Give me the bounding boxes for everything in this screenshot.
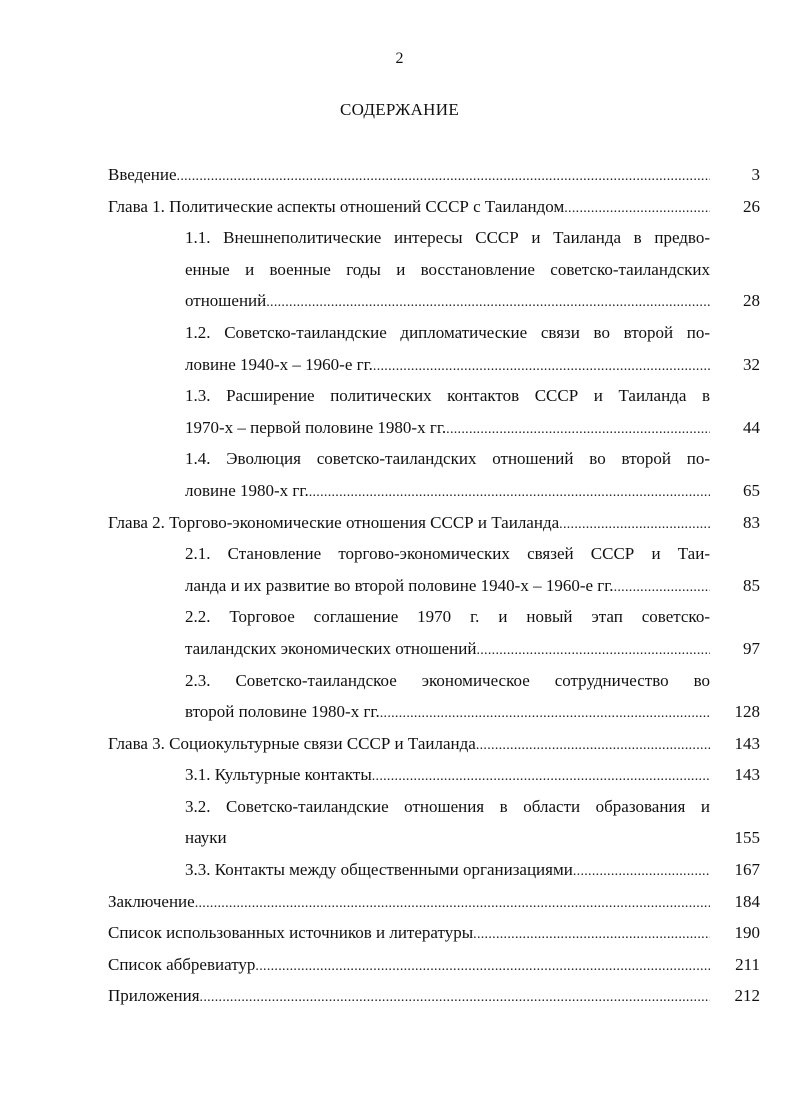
toc-page: 83 xyxy=(743,512,760,532)
toc-entry-conclusion[interactable] xyxy=(108,886,760,918)
toc-entry-section-1-1[interactable] xyxy=(108,222,760,317)
toc-label-line: второй половине 1980-х гг. xyxy=(185,702,380,722)
toc-label: 3.3. Контакты между общественными организациями xyxy=(185,860,573,880)
dot-leader xyxy=(446,412,710,446)
toc-entry-appendix[interactable] xyxy=(108,980,760,1012)
toc-label-line: таиландских экономических отношений xyxy=(185,638,477,658)
toc-label-line: ланда и их развитие во второй половине 1940-х – 1960-е гг. xyxy=(185,575,614,595)
toc-label-line: 2.3. Советско-таиландское экономическое сотрудничество во xyxy=(185,670,710,690)
dot-leader xyxy=(573,854,710,888)
toc-label: Глава 1. Политические аспекты отношений СССР с Таиландом xyxy=(108,196,565,216)
toc-label-line: ловине 1940-х – 1960-е гг. xyxy=(185,354,373,374)
toc-page: 143 xyxy=(734,733,760,753)
toc-page: 155 xyxy=(734,828,760,848)
dot-leader xyxy=(255,949,710,983)
toc-page: 32 xyxy=(743,354,760,374)
table-of-contents xyxy=(108,159,760,1012)
dot-leader xyxy=(473,917,710,951)
toc-entry-sources[interactable] xyxy=(108,917,760,949)
toc-label-line: 2.1. Становление торгово-экономических связей СССР и Таи- xyxy=(185,544,710,564)
toc-page: 184 xyxy=(734,891,760,911)
toc-page: 97 xyxy=(743,638,760,658)
toc-page: 143 xyxy=(734,765,760,785)
dot-leader xyxy=(177,159,710,193)
toc-label: Список аббревиатур xyxy=(108,954,256,974)
toc-entry-section-2-3[interactable] xyxy=(108,665,760,728)
page-number: 2 xyxy=(395,50,404,67)
dot-leader xyxy=(564,191,710,225)
toc-label-line: 1.2. Советско-таиландские дипломатические связи во второй по- xyxy=(185,322,710,342)
dot-leader xyxy=(372,759,710,793)
toc-page: 211 xyxy=(735,954,760,974)
toc-page: 26 xyxy=(743,196,760,216)
toc-label-line: 1.4. Эволюция советско-таиландских отношений во второй по- xyxy=(185,449,710,469)
dot-leader xyxy=(476,728,710,762)
dot-leader xyxy=(266,285,710,319)
toc-page: 190 xyxy=(734,923,760,943)
dot-leader xyxy=(195,886,710,920)
toc-page: 85 xyxy=(743,575,760,595)
dot-leader xyxy=(614,570,710,604)
toc-entry-section-1-2[interactable] xyxy=(108,317,760,380)
toc-page: 212 xyxy=(734,986,760,1006)
toc-entry-chapter-2[interactable] xyxy=(108,507,760,539)
toc-label-line: 3.2. Советско-таиландские отношения в области образования и xyxy=(185,796,710,816)
toc-label: Заключение xyxy=(108,891,195,911)
toc-entry-section-3-3[interactable] xyxy=(108,854,760,886)
toc-entry-intro[interactable] xyxy=(108,159,760,191)
toc-entry-section-2-1[interactable] xyxy=(108,538,760,601)
toc-label-line: 1.1. Внешнеполитические интересы СССР и Таиланда в предво- xyxy=(185,228,710,248)
toc-label: Введение xyxy=(108,165,177,184)
toc-page: 3 xyxy=(751,165,760,184)
toc-entry-abbreviations[interactable] xyxy=(108,949,760,981)
toc-label-line: 1.3. Расширение политических контактов СССР и Таиланда в xyxy=(185,386,710,406)
toc-label-line: отношений xyxy=(185,291,267,311)
toc-page: 28 xyxy=(743,291,760,311)
toc-label-line: ловине 1980-х гг. xyxy=(185,480,309,500)
toc-label: Список использованных источников и литературы xyxy=(108,923,474,943)
toc-page: 128 xyxy=(734,702,760,722)
toc-label: Приложения xyxy=(108,986,200,1006)
toc-label-line: енные и военные годы и восстановление советско-таиландских xyxy=(185,259,710,279)
toc-label: 3.1. Культурные контакты xyxy=(185,765,372,785)
toc-page: 65 xyxy=(743,480,760,500)
toc-label: Глава 3. Социокультурные связи СССР и Таиланда xyxy=(108,733,476,753)
toc-entry-section-1-4[interactable] xyxy=(108,443,760,506)
dot-leader xyxy=(309,475,710,509)
toc-page: 44 xyxy=(743,417,760,437)
toc-label-line: науки xyxy=(185,828,227,848)
toc-entry-section-1-3[interactable] xyxy=(108,380,760,443)
toc-label-line: 2.2. Торговое соглашение 1970 г. и новый этап советско- xyxy=(185,607,710,627)
toc-page: 167 xyxy=(734,860,760,880)
toc-entry-section-3-2[interactable] xyxy=(108,791,760,854)
dot-leader xyxy=(476,633,710,667)
dot-leader xyxy=(200,980,710,1014)
toc-entry-section-2-2[interactable] xyxy=(108,601,760,664)
dot-leader xyxy=(380,696,710,730)
toc-label-line: 1970-х – первой половине 1980-х гг. xyxy=(185,417,447,437)
dot-leader xyxy=(373,349,710,383)
toc-entry-chapter-3[interactable] xyxy=(108,728,760,760)
toc-entry-section-3-1[interactable] xyxy=(108,759,760,791)
page-title: СОДЕРЖАНИЕ xyxy=(339,100,460,119)
dot-leader xyxy=(559,507,710,541)
toc-label: Глава 2. Торгово-экономические отношения СССР и Таиланда xyxy=(108,512,560,532)
toc-entry-chapter-1[interactable] xyxy=(108,191,760,223)
